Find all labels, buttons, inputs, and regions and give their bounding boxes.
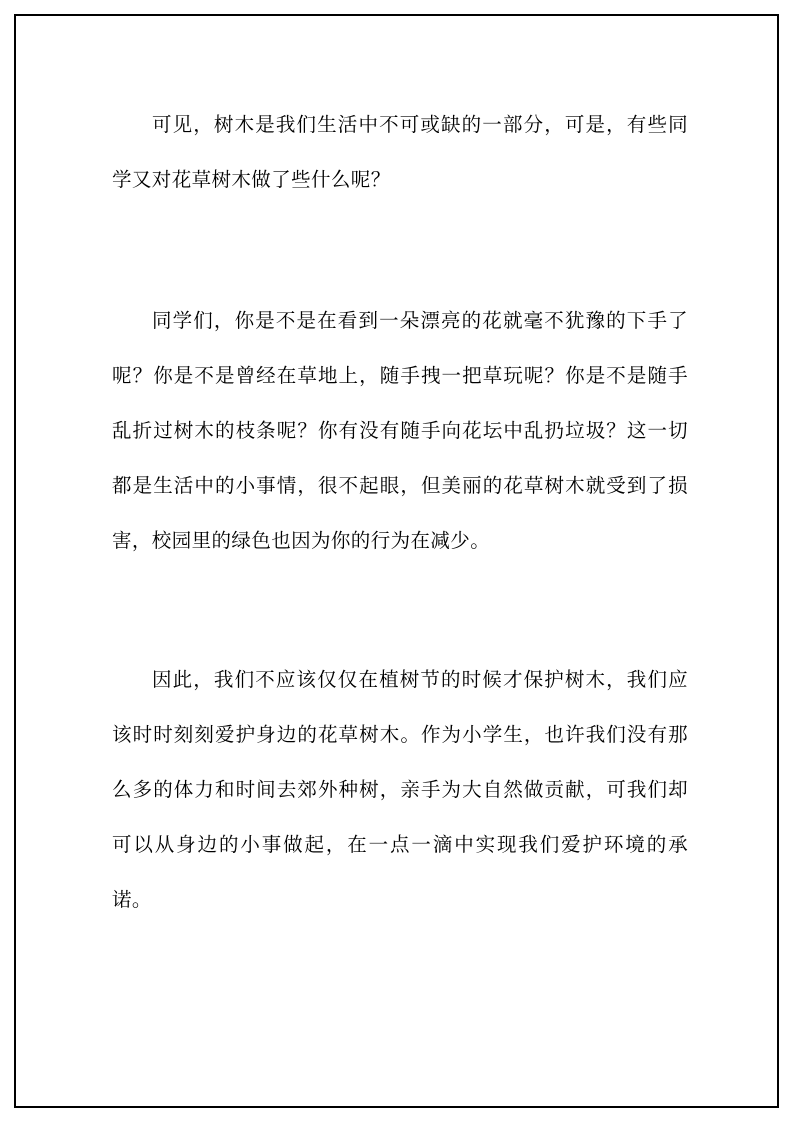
paragraph-3: 因此，我们不应该仅仅在植树节的时候才保护树木，我们应该时时刻刻爱护身边的花草树木。作为小学生，也许我们没有那么多的体力和时间去郊外种树，亲手为大自然做贡献，可我们却可以从身边的小事做起，在一点一滴中实现我们爱护环境的承诺。 bbox=[112, 669, 688, 911]
paragraph-spacer bbox=[112, 208, 688, 294]
paragraph-1: 可见，树木是我们生活中不可或缺的一部分，可是，有些同学又对花草树木做了些什么呢？ bbox=[112, 114, 688, 191]
document-body bbox=[112, 98, 688, 928]
paragraph-spacer bbox=[112, 569, 688, 653]
paragraph-2: 同学们，你是不是在看到一朵漂亮的花就毫不犹豫的下手了呢？你是不是曾经在草地上，随手拽一把草玩呢？你是不是随手乱折过树木的枝条呢？你有没有随手向花坛中乱扔垃圾？这一切都是生活中的小事情，很不起眼，但美丽的花草树木就受到了损害，校园里的绿色也因为你的行为在减少。 bbox=[112, 310, 688, 552]
